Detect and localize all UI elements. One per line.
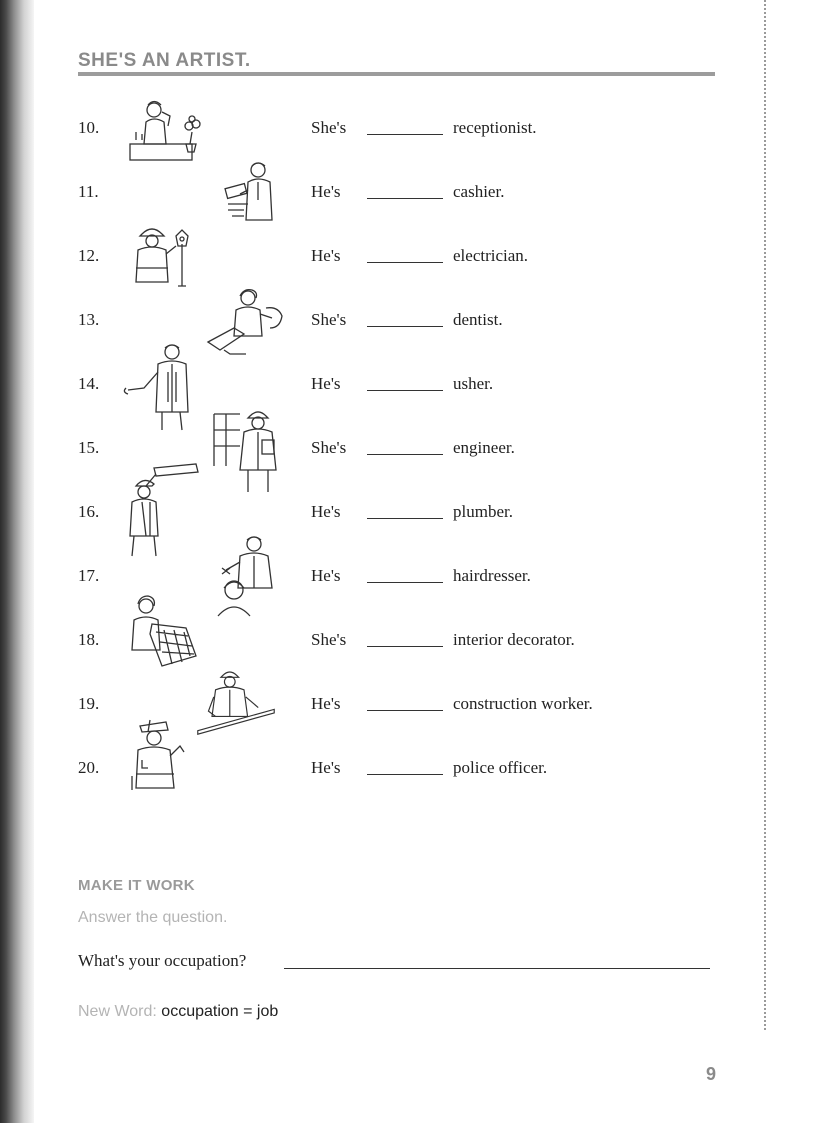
item-occupation: receptionist. (453, 118, 537, 137)
item-pronoun: He's (311, 374, 341, 393)
item-pronoun: He's (311, 758, 341, 777)
item-occupation: usher. (453, 374, 494, 393)
item-occupation: hairdresser. (453, 566, 531, 585)
item-number: 10. (78, 118, 100, 137)
item-pronoun: She's (311, 630, 347, 649)
exercise-item (0, 118, 760, 178)
exercise-item (0, 758, 760, 818)
item-occupation: construction worker. (453, 694, 593, 713)
exercise-item (0, 246, 760, 306)
exercise-item (0, 310, 760, 370)
answer-blank[interactable] (367, 710, 443, 711)
item-pronoun: He's (311, 182, 341, 201)
exercise-item (0, 374, 760, 434)
item-number: 15. (78, 438, 100, 457)
item-number: 12. (78, 246, 100, 265)
receptionist-icon (126, 96, 206, 166)
item-number: 13. (78, 310, 100, 329)
usher-icon (122, 342, 202, 434)
exercise-item (0, 566, 760, 626)
item-occupation: electrician. (453, 246, 529, 265)
item-pronoun: She's (311, 118, 347, 137)
cashier-icon (214, 160, 294, 230)
police-officer-icon (126, 716, 206, 806)
engineer-icon (210, 406, 290, 496)
answer-blank[interactable] (367, 262, 443, 263)
construction-worker-icon (196, 664, 276, 744)
answer-blank[interactable] (367, 774, 443, 775)
answer-blank[interactable] (367, 134, 443, 135)
answer-blank[interactable] (367, 454, 443, 455)
answer-blank[interactable] (367, 326, 443, 327)
item-occupation: engineer. (453, 438, 515, 457)
item-occupation: dentist. (453, 310, 503, 329)
item-pronoun: He's (311, 694, 341, 713)
exercise-item (0, 630, 760, 690)
answer-blank[interactable] (367, 518, 443, 519)
item-pronoun: She's (311, 438, 347, 457)
hairdresser-icon (210, 534, 290, 624)
page-number: 9 (706, 1064, 717, 1084)
item-number: 19. (78, 694, 100, 713)
item-occupation: interior decorator. (453, 630, 575, 649)
make-it-work-heading: MAKE IT WORK (78, 877, 195, 894)
exercise-item (0, 438, 760, 498)
occupation-question: What's your occupation? (78, 951, 247, 970)
item-number: 14. (78, 374, 100, 393)
electrician-icon (124, 224, 204, 294)
exercise-item (0, 694, 760, 754)
item-pronoun: He's (311, 566, 341, 585)
new-word-note (78, 1003, 278, 1021)
make-it-work-instruction: Answer the question. (78, 909, 228, 926)
item-pronoun: He's (311, 502, 341, 521)
item-number: 18. (78, 630, 100, 649)
page-title: SHE'S AN ARTIST. (78, 50, 251, 71)
item-number: 16. (78, 502, 100, 521)
item-occupation: plumber. (453, 502, 513, 521)
answer-blank[interactable] (367, 198, 443, 199)
answer-blank[interactable] (367, 582, 443, 583)
interior-decorator-icon (126, 594, 206, 684)
item-pronoun: He's (311, 246, 341, 265)
item-occupation: police officer. (453, 758, 548, 777)
item-number: 17. (78, 566, 100, 585)
answer-blank[interactable] (367, 390, 443, 391)
occupation-answer-line[interactable] (284, 968, 710, 969)
dentist-icon (206, 288, 286, 358)
item-pronoun: She's (311, 310, 347, 329)
exercise-item (0, 502, 760, 562)
item-occupation: cashier. (453, 182, 505, 201)
new-word-label: New Word: (78, 1003, 157, 1020)
item-number: 20. (78, 758, 100, 777)
exercise-item (0, 182, 760, 242)
plumber-icon (124, 462, 204, 558)
item-number: 11. (78, 182, 99, 201)
new-word-definition: occupation = job (161, 1003, 279, 1020)
answer-blank[interactable] (367, 646, 443, 647)
